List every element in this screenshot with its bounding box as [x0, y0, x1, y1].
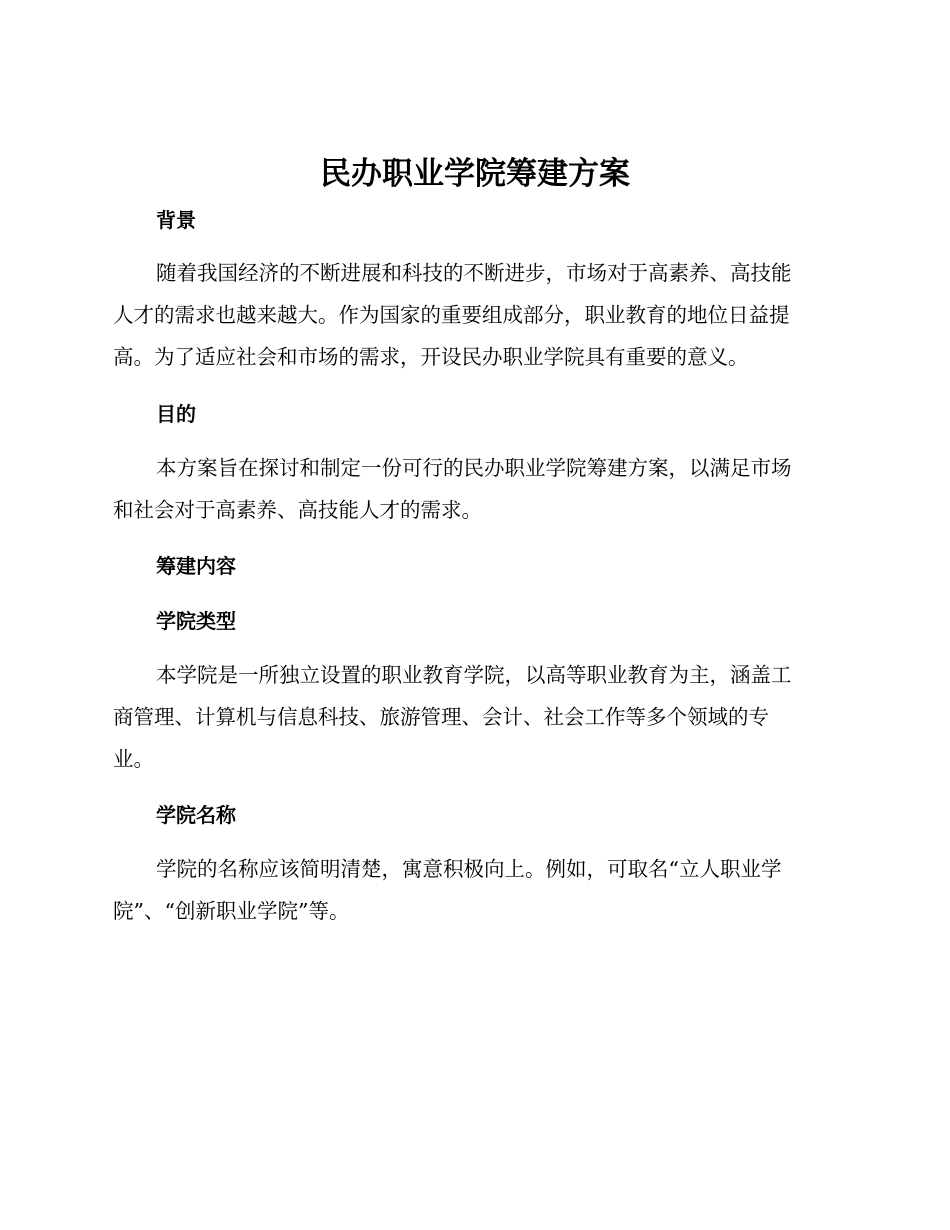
paragraph-line: 商管理、计算机与信息科技、旅游管理、会计、社会工作等多个领域的专 [113, 705, 769, 729]
section-heading-background: 背景 [156, 208, 196, 232]
paragraph-line: 院”、“创新职业学院”等。 [113, 899, 350, 923]
paragraph-line: 学院的名称应该简明清楚，寓意积极向上。例如，可取名“立人职业学 [156, 857, 782, 881]
paragraph-line: 人才的需求也越来越大。作为国家的重要组成部分，职业教育的地位日益提 [113, 303, 790, 327]
paragraph-purpose [113, 447, 833, 531]
document-title: 民办职业学院筹建方案 [320, 156, 630, 192]
paragraph-line: 本学院是一所独立设置的职业教育学院，以高等职业教育为主，涵盖工 [156, 663, 792, 687]
paragraph-line: 和社会对于高素养、高技能人才的需求。 [113, 498, 482, 522]
section-heading-purpose: 目的 [156, 402, 196, 426]
section-heading-college-type: 学院类型 [156, 609, 236, 633]
paragraph-college-name [113, 848, 833, 932]
paragraph-line: 高。为了适应社会和市场的需求，开设民办职业学院具有重要的意义。 [113, 345, 749, 369]
section-heading-college-name: 学院名称 [156, 803, 236, 827]
paragraph-line: 业。 [113, 747, 154, 771]
section-heading-content: 筹建内容 [156, 554, 236, 578]
paragraph-college-type [113, 654, 833, 780]
paragraph-line: 本方案旨在探讨和制定一份可行的民办职业学院筹建方案，以满足市场 [156, 456, 792, 480]
paragraph-background [113, 252, 833, 378]
paragraph-line: 随着我国经济的不断进展和科技的不断进步，市场对于高素养、高技能 [156, 261, 792, 285]
